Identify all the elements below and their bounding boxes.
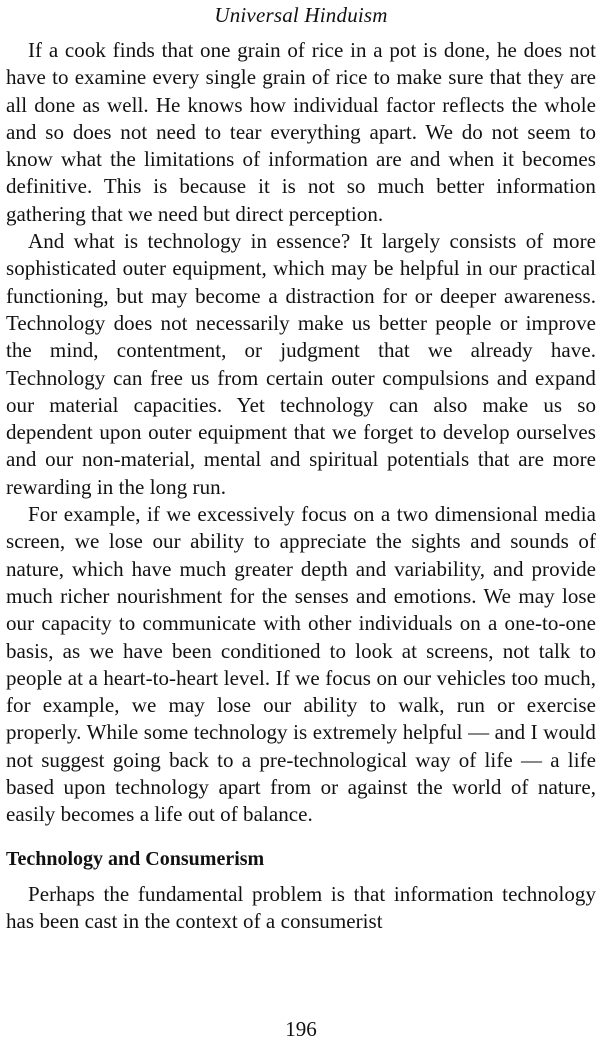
paragraph-screen-example: For example, if we excessively focus on a two dimensional media screen, we lose our ability to appreciate the sights and sounds of nature, which have much greater depth and variability, and provide much richer nourishment for the senses and emotions. We may lose our capacity to communicate with other individuals on a one-to-one basis, as we have been conditioned to look at screens, not talk to people at a heart-to-heart level. If we focus on our vehicles too much, for example, we may lose our ability to walk, run or exercise properly. While some technology is extremely helpful — and I would not suggest going back to a pre-technological way of life — a life based upon technology apart from or against the world of nature, easily becomes a life out of balance. <box>6 502 596 827</box>
paragraph-consumerism: Perhaps the fundamental problem is that information technology has been cast in the context of a consumerist <box>6 881 596 933</box>
body-text <box>6 37 596 935</box>
section-heading: Technology and Consumerism <box>6 847 265 870</box>
running-head: Universal Hinduism <box>214 3 388 27</box>
paragraph-technology-essence: And what is technology in essence? It largely consists of more sophisticated outer equipment, which may be helpful in our practical functioning, but may become a distraction for or deeper awareness. Technology does not necessarily make us better people or improve the mind, contentment, or judgment that we already have. Technology can free us from certain outer compulsions and expand our material capacities. Yet technology can also make us so dependent upon outer equipment that we forget to develop ourselves and our non-material, mental and spiritual potentials that are more rewarding in the long run. <box>6 229 596 499</box>
paragraph-rice-analogy: If a cook finds that one grain of rice in a pot is done, he does not have to examine every single grain of rice to make sure that they are all done as well. He knows how individual factor reflects the whole and so does not need to tear everything apart. We do not seem to know what the limitations of information are and when it becomes definitive. This is because it is not so much better information gathering that we need but direct perception. <box>6 38 596 226</box>
book-page <box>6 0 596 1043</box>
page-number: 196 <box>285 1017 317 1041</box>
